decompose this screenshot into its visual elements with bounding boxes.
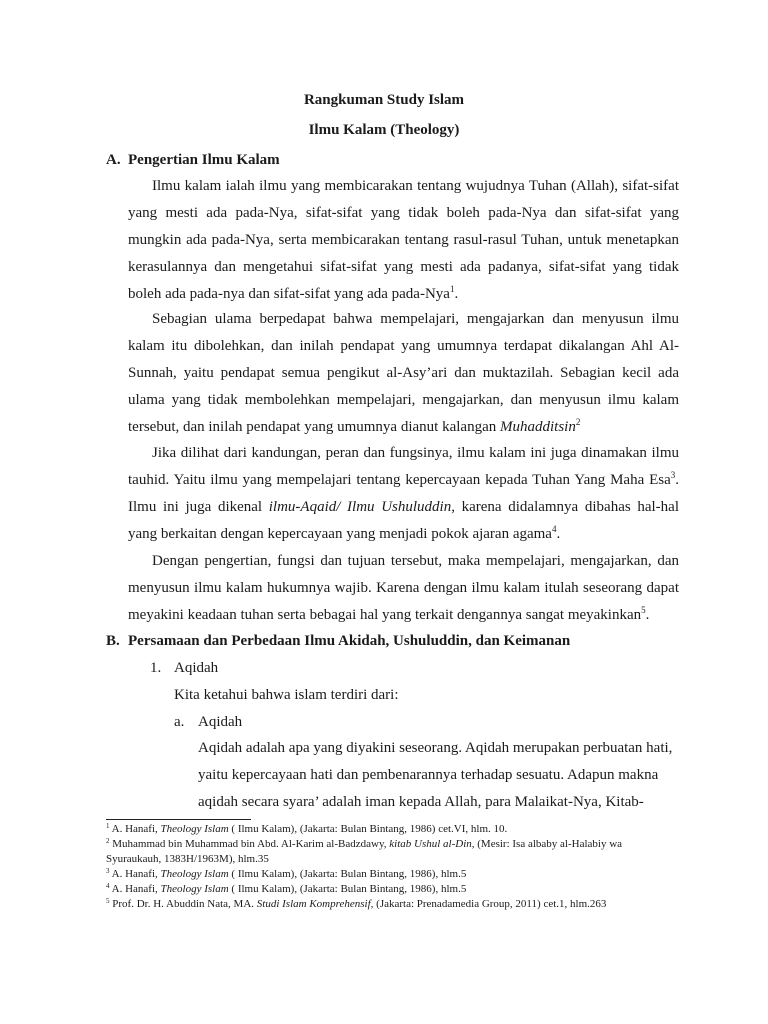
footnote-2 [106, 837, 666, 867]
list-item-number: 1. [150, 660, 162, 676]
footnote-number: 4 [106, 882, 110, 890]
list-item-label: Aqidah [174, 660, 219, 676]
paragraph-line: yaitu kepercayaan hati dan pembenarannya terhadap sesuatu. Adapun makna [198, 767, 659, 783]
footnote-text: ( Ilmu Kalam), (Jakarta: Bulan Bintang, 1986) cet.VI, hlm. 10. [228, 823, 508, 835]
paragraph-definition [128, 173, 679, 308]
aqidah-paragraph [198, 735, 680, 816]
footnote-number: 1 [106, 822, 110, 830]
footnote-5 [106, 897, 666, 912]
footnote-text: A. Hanafi, [109, 823, 161, 835]
footnote-number: 5 [106, 897, 110, 905]
footnote-text: (Jakarta: Prenadamedia Group, 2011) cet.1, hlm.263 [373, 898, 607, 910]
footnote-4 [106, 882, 666, 897]
section-a-heading [106, 152, 280, 169]
sublist-label: a. [174, 714, 185, 730]
sublist-title: Aqidah [198, 714, 243, 730]
punctuation: . [645, 607, 650, 623]
footnote-ref[interactable]: 2 [575, 417, 581, 427]
footnote-text: A. Hanafi, [109, 883, 161, 895]
footnote-title: Studi Islam Komprehensif, [256, 898, 374, 910]
footnote-3 [106, 867, 666, 882]
paragraph-text: , karena didalamnya dibahas hal-hal yang berkaitan dengan kepercayaan yang menjadi pokok ajaran agama [128, 499, 679, 542]
footnote-number: 2 [106, 837, 110, 845]
paragraph-text: Jika dilihat dari kandungan, peran dan fungsinya, ilmu kalam ini juga dinamakan ilmu tauhid. Yaitu ilmu yang mempelajari tentang kepercayaan kepada Tuhan Yang Maha Esa [128, 445, 679, 488]
footnote-title: Theology Islam [160, 868, 229, 880]
footnote-1 [106, 822, 666, 837]
section-b-heading [106, 633, 570, 650]
punctuation: . [454, 286, 459, 302]
paragraph-line: Aqidah adalah apa yang diyakini seseorang. Aqidah merupakan perbuatan hati, [198, 740, 673, 756]
footnote-separator [106, 819, 251, 820]
footnote-text: ( Ilmu Kalam), (Jakarta: Bulan Bintang, 1986), hlm.5 [228, 883, 467, 895]
intro-line: Kita ketahui bahwa islam terdiri dari: [174, 687, 399, 703]
italic-term: Muhadditsin [499, 419, 576, 435]
section-b-number: B. [106, 633, 120, 649]
footnote-text: Prof. Dr. H. Abuddin Nata, MA. [109, 898, 257, 910]
section-b-title: Persamaan dan Perbedaan Ilmu Akidah, Ushuluddin, dan Keimanan [128, 633, 571, 649]
footnote-title: Theology Islam [160, 883, 229, 895]
paragraph-line: aqidah secara syara’ adalah iman kepada Allah, para Malaikat-Nya, Kitab- [198, 794, 644, 810]
document-title: Rangkuman Study Islam [303, 92, 465, 108]
paragraph-text: Sebagian ulama berpedapat bahwa mempelajari, mengajarkan dan menyusun ilmu kalam itu dibolehkan, dan inilah pendapat yang umumnya terdapat dikalangan Ahl Al-Sunnah, yaitu pendapat semua pengikut al-Asy’ari dan muktazilah. Sebagian kecil ada ulama yang tidak membolehkan mempelajari, mengajarkan, dan menyusun ilmu kalam tersebut, dan inilah pendapat yang umumnya dianut kalangan [128, 311, 679, 435]
footnote-ref[interactable]: 1 [449, 284, 455, 294]
section-a-title: Pengertian Ilmu Kalam [128, 152, 280, 168]
document-subtitle: Ilmu Kalam (Theology) [308, 122, 460, 138]
footnote-number: 3 [106, 867, 110, 875]
footnote-text: Muhammad bin Muhammad bin Abd. Al-Karim al-Badzdawy, [109, 838, 390, 850]
paragraph-tauhid [128, 440, 679, 548]
footnote-title: kitab Ushul al-Din [389, 838, 472, 850]
paragraph-text: Dengan pengertian, fungsi dan tujuan tersebut, maka mempelajari, mengajarkan, dan menyusun ilmu kalam hukumnya wajib. Karena dengan ilmu kalam itulah seseorang dapat meyakini keadaan tuhan serta bebagai hal yang terkait dengannya sangat meyakinkan [128, 553, 679, 623]
section-a-number: A. [106, 152, 121, 168]
punctuation: . [556, 526, 561, 542]
footnote-text: , (Mesir: Isa albaby al-Halabiy wa Syuraukauh, 1383H/1963M), hlm.35 [106, 838, 623, 865]
footnote-ref[interactable]: 5 [641, 605, 646, 615]
paragraph-text: . Ilmu ini juga dikenal [128, 472, 679, 515]
footnote-title: Theology Islam [160, 823, 229, 835]
footnote-text: A. Hanafi, [109, 868, 161, 880]
paragraph-text: Ilmu kalam ialah ilmu yang membicarakan tentang wujudnya Tuhan (Allah), sifat-sifat yang mesti ada pada-Nya, sifat-sifat yang tidak boleh pada-Nya dan sifat-sifat yang mungkin ada pada-Nya, serta membicarakan tentang rasul-rasul Tuhan, untuk menetapkan kerasulannya dan mengetahui sifat-sifat yang mesti ada padanya, sifat-sifat yang tidak boleh ada pada-nya dan sifat-sifat yang ada pada-Nya [128, 178, 679, 302]
footnotes [106, 822, 666, 912]
footnote-text: ( Ilmu Kalam), (Jakarta: Bulan Bintang, 1986), hlm.5 [228, 868, 467, 880]
footnote-ref[interactable]: 3 [670, 470, 676, 480]
italic-term: ilmu-Aqaid/ Ilmu Ushuluddin [268, 499, 452, 515]
footnote-ref[interactable]: 4 [551, 524, 557, 534]
paragraph-obligation [128, 548, 679, 629]
paragraph-scholar-opinion [128, 306, 679, 441]
